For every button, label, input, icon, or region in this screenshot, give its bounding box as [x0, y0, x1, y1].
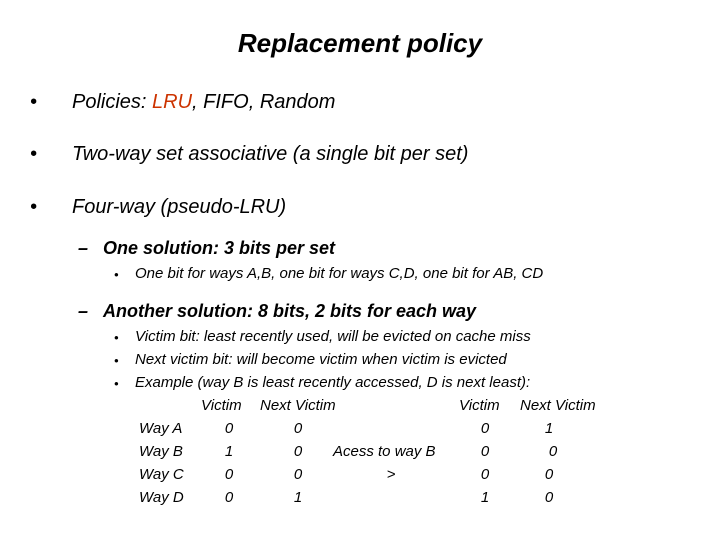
- bullet-marker: •: [30, 196, 38, 218]
- header-next-victim: Next Victim: [260, 397, 336, 414]
- next-victim-before: 0: [293, 443, 303, 460]
- policies-line: [72, 91, 335, 114]
- access-arrow: >: [386, 466, 396, 483]
- policies-prefix: Policies:: [72, 91, 153, 113]
- solution2-bullet: Next victim bit: will become victim when victim is evicted: [135, 351, 507, 368]
- victim-before: 0: [224, 489, 234, 506]
- bullet-marker: •: [114, 376, 119, 391]
- next-victim-after: 0: [548, 443, 558, 460]
- victim-before: 1: [224, 443, 234, 460]
- four-way-line: Four-way (pseudo-LRU): [72, 196, 287, 218]
- bullet-marker: •: [114, 267, 119, 282]
- bullet-marker: •: [114, 353, 119, 368]
- dash-marker: –: [78, 301, 89, 321]
- way-label: Way D: [139, 489, 184, 506]
- dash-marker: –: [78, 238, 89, 258]
- header-victim: Victim: [459, 397, 500, 414]
- access-label: Acess to way B: [333, 443, 436, 460]
- solution2-heading: Another solution: 8 bits, 2 bits for each way: [103, 301, 477, 321]
- next-victim-before: 0: [293, 466, 303, 483]
- way-label: Way B: [139, 443, 183, 460]
- victim-before: 0: [224, 466, 234, 483]
- policies-suffix: , FIFO, Random: [192, 91, 336, 113]
- victim-after: 0: [480, 466, 490, 483]
- header-next-victim: Next Victim: [520, 397, 596, 414]
- solution1-bullet: One bit for ways A,B, one bit for ways C,D, one bit for AB, CD: [135, 265, 544, 282]
- victim-after: 1: [480, 489, 490, 506]
- next-victim-after: 0: [544, 466, 554, 483]
- solution2-bullet: Victim bit: least recently used, will be evicted on cache miss: [135, 328, 531, 345]
- header-victim: Victim: [201, 397, 242, 414]
- bullet-marker: •: [114, 330, 119, 345]
- way-label: Way C: [139, 466, 184, 483]
- next-victim-after: 0: [544, 489, 554, 506]
- victim-after: 0: [480, 443, 490, 460]
- victim-after: 0: [480, 420, 490, 437]
- slide-title: Replacement policy: [237, 28, 483, 58]
- two-way-line: Two-way set associative (a single bit per set): [72, 143, 469, 165]
- bullet-marker: •: [30, 91, 38, 113]
- bullet-marker: •: [30, 143, 38, 165]
- solution1-heading: One solution: 3 bits per set: [103, 238, 336, 258]
- way-label: Way A: [139, 420, 183, 437]
- next-victim-before: 1: [293, 489, 303, 506]
- victim-before: 0: [224, 420, 234, 437]
- policies-lru: LRU: [152, 91, 193, 113]
- next-victim-before: 0: [293, 420, 303, 437]
- solution2-bullet: Example (way B is least recently accessed, D is next least):: [135, 374, 531, 391]
- next-victim-after: 1: [544, 420, 554, 437]
